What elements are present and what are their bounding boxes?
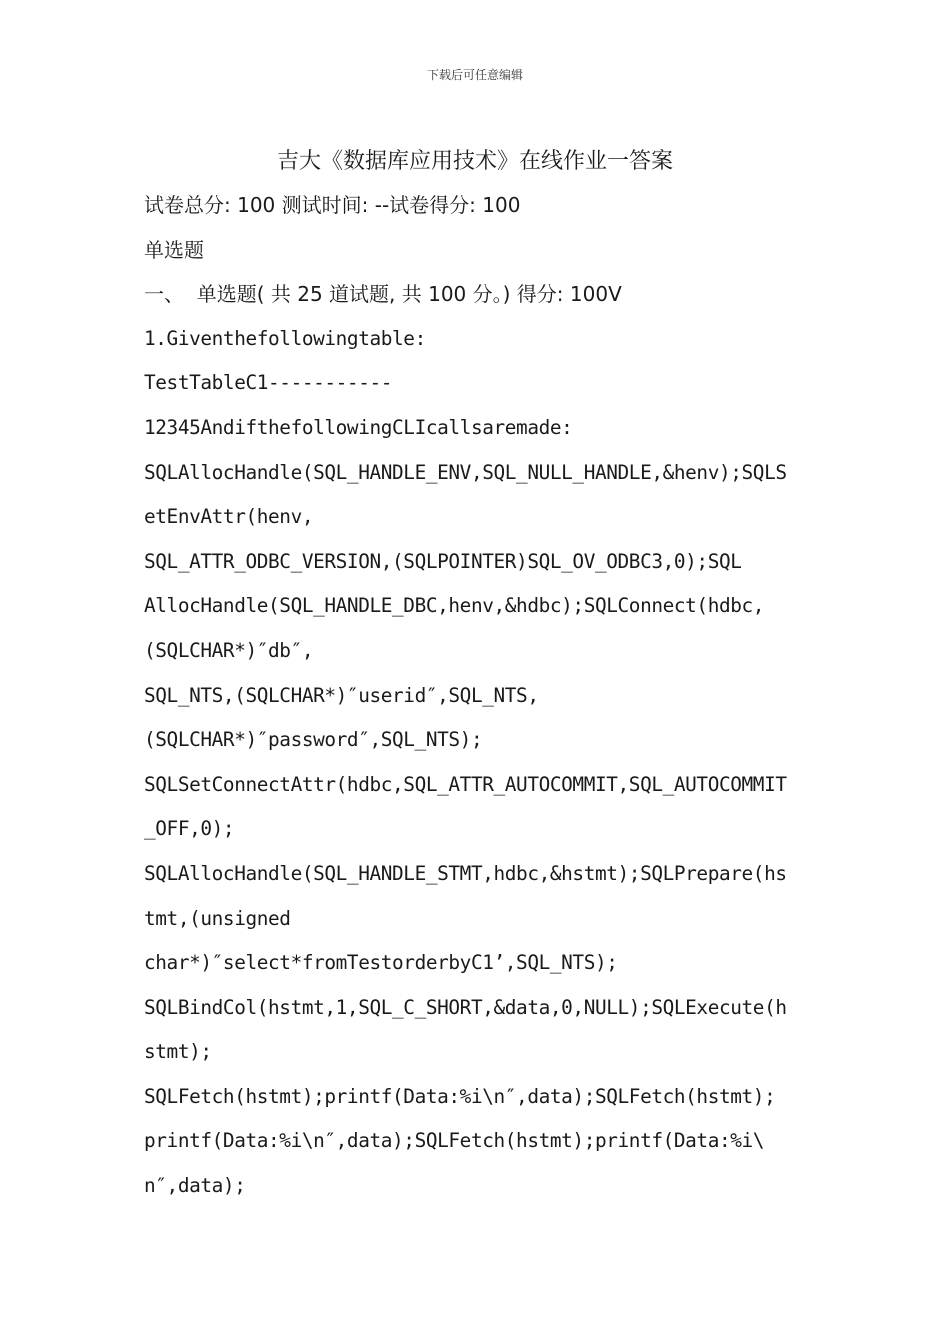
code-line: tmt,(unsigned: [144, 906, 291, 930]
code-line: SQLFetch(hstmt);printf(Data:%i\n″,data);SQLFetch(hstmt);: [144, 1084, 776, 1108]
section-subheading: 一、 单选题( 共 25 道试题, 共 100 分。) 得分: 100V: [144, 282, 622, 307]
question-line: 1.Giventhefollowingtable:: [144, 326, 426, 350]
code-line: SQLBindCol(hstmt,1,SQL_C_SHORT,&data,0,NULL);SQLExecute(h: [144, 995, 787, 1019]
question-line: 12345AndifthefollowingCLIcallsaremade:: [144, 415, 573, 439]
code-line: SQL_ATTR_ODBC_VERSION,(SQLPOINTER)SQL_OV_ODBC3,0);SQL: [144, 549, 742, 573]
code-line: etEnvAttr(henv,: [144, 505, 314, 529]
code-line: SQL_NTS,(SQLCHAR*)″userid″,SQL_NTS,: [144, 683, 539, 707]
code-line: SQLAllocHandle(SQL_HANDLE_STMT,hdbc,&hstmt);SQLPrepare(hs: [144, 861, 787, 885]
exam-summary-line: 试卷总分: 100 测试时间: --试卷得分: 100: [144, 193, 521, 217]
code-line: (SQLCHAR*)″password″,SQL_NTS);: [144, 728, 483, 752]
code-line: (SQLCHAR*)″db″,: [144, 638, 314, 662]
document-body: [144, 189, 824, 1215]
section-heading: 单选题: [144, 237, 204, 262]
page-header-note: 下载后可任意编辑: [426, 68, 523, 82]
code-line: stmt);: [144, 1040, 212, 1064]
question-line: TestTableC1-----------: [144, 371, 393, 395]
code-line: AllocHandle(SQL_HANDLE_DBC,henv,&hdbc);SQLConnect(hdbc,: [144, 594, 765, 618]
document-title: 吉大《数据库应用技术》在线作业一答案: [276, 149, 673, 174]
code-line: SQLSetConnectAttr(hdbc,SQL_ATTR_AUTOCOMMIT,SQL_AUTOCOMMIT: [144, 772, 787, 796]
code-line: n″,data);: [144, 1174, 246, 1198]
code-line: printf(Data:%i\n″,data);SQLFetch(hstmt);printf(Data:%i\: [144, 1129, 765, 1153]
code-line: SQLAllocHandle(SQL_HANDLE_ENV,SQL_NULL_HANDLE,&henv);SQLS: [144, 460, 787, 484]
code-line: _OFF,0);: [144, 817, 235, 841]
code-line: char*)″select*fromTestorderbyC1’,SQL_NTS);: [144, 951, 618, 975]
